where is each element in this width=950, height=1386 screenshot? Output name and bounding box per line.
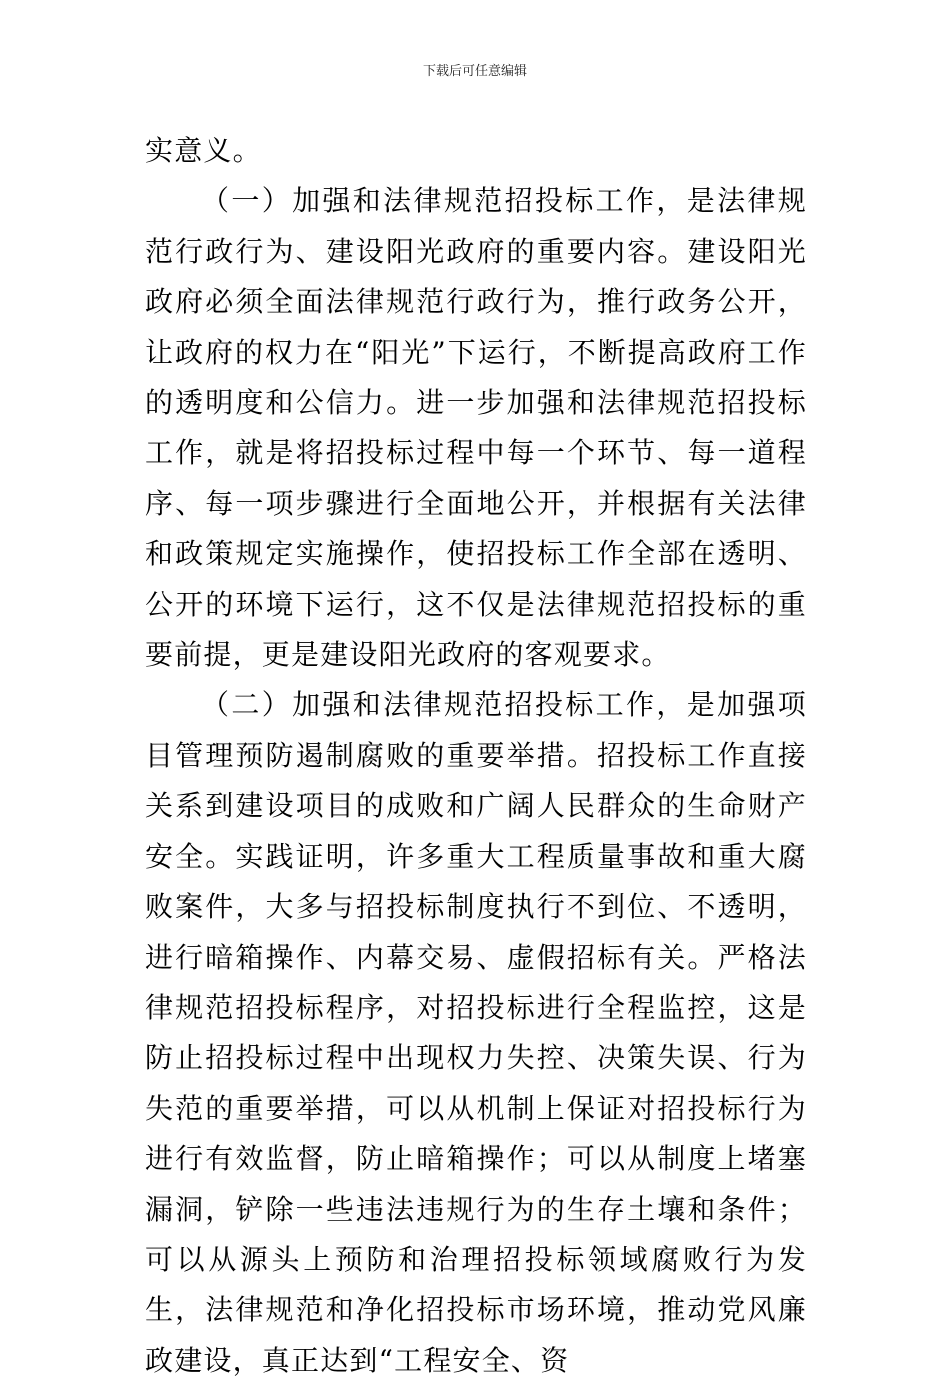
paragraph-section-2: （二）加强和法律规范招投标工作，是加强项目管理预防遏制腐败的重要举措。招投标工作直接关系到建设项目的成败和广阔人民群众的生命财产安全。实践证明，许多重大工程质量事故和重大腐败案件，大多与招投标制度执行不到位、不透明，进行暗箱操作、内幕交易、虚假招标有关。严格法律规范招投标程序，对招投标进行全程监控，这是防止招投标过程中出现权力失控、决策失误、行为失范的重要举措，可以从机制上保证对招投标行为进行有效监督，防止暗箱操作；可以从制度上堵塞漏洞，铲除一些违法违规行为的生存土壤和条件；可以从源头上预防和治理招投标领域腐败行为发生，法律规范和净化招投标市场环境，推动党风廉政建设，真正达到“工程安全、资 xyxy=(145,688,807,1377)
paragraph-continuation: 实意义。 xyxy=(145,134,262,167)
document-body xyxy=(145,126,807,1386)
paragraph-section-1: （一）加强和法律规范招投标工作，是法律规范行政行为、建设阳光政府的重要内容。建设阳光政府必须全面法律规范行政行为，推行政务公开，让政府的权力在“阳光”下运行，不断提高政府工作的透明度和公信力。进一步加强和法律规范招投标工作，就是将招投标过程中每一个环节、每一道程序、每一项步骤进行全面地公开，并根据有关法律和政策规定实施操作，使招投标工作全部在透明、公开的环境下运行，这不仅是法律规范招投标的重要前提，更是建设阳光政府的客观要求。 xyxy=(145,184,807,672)
page-header: 下载后可任意编辑 xyxy=(422,64,527,79)
